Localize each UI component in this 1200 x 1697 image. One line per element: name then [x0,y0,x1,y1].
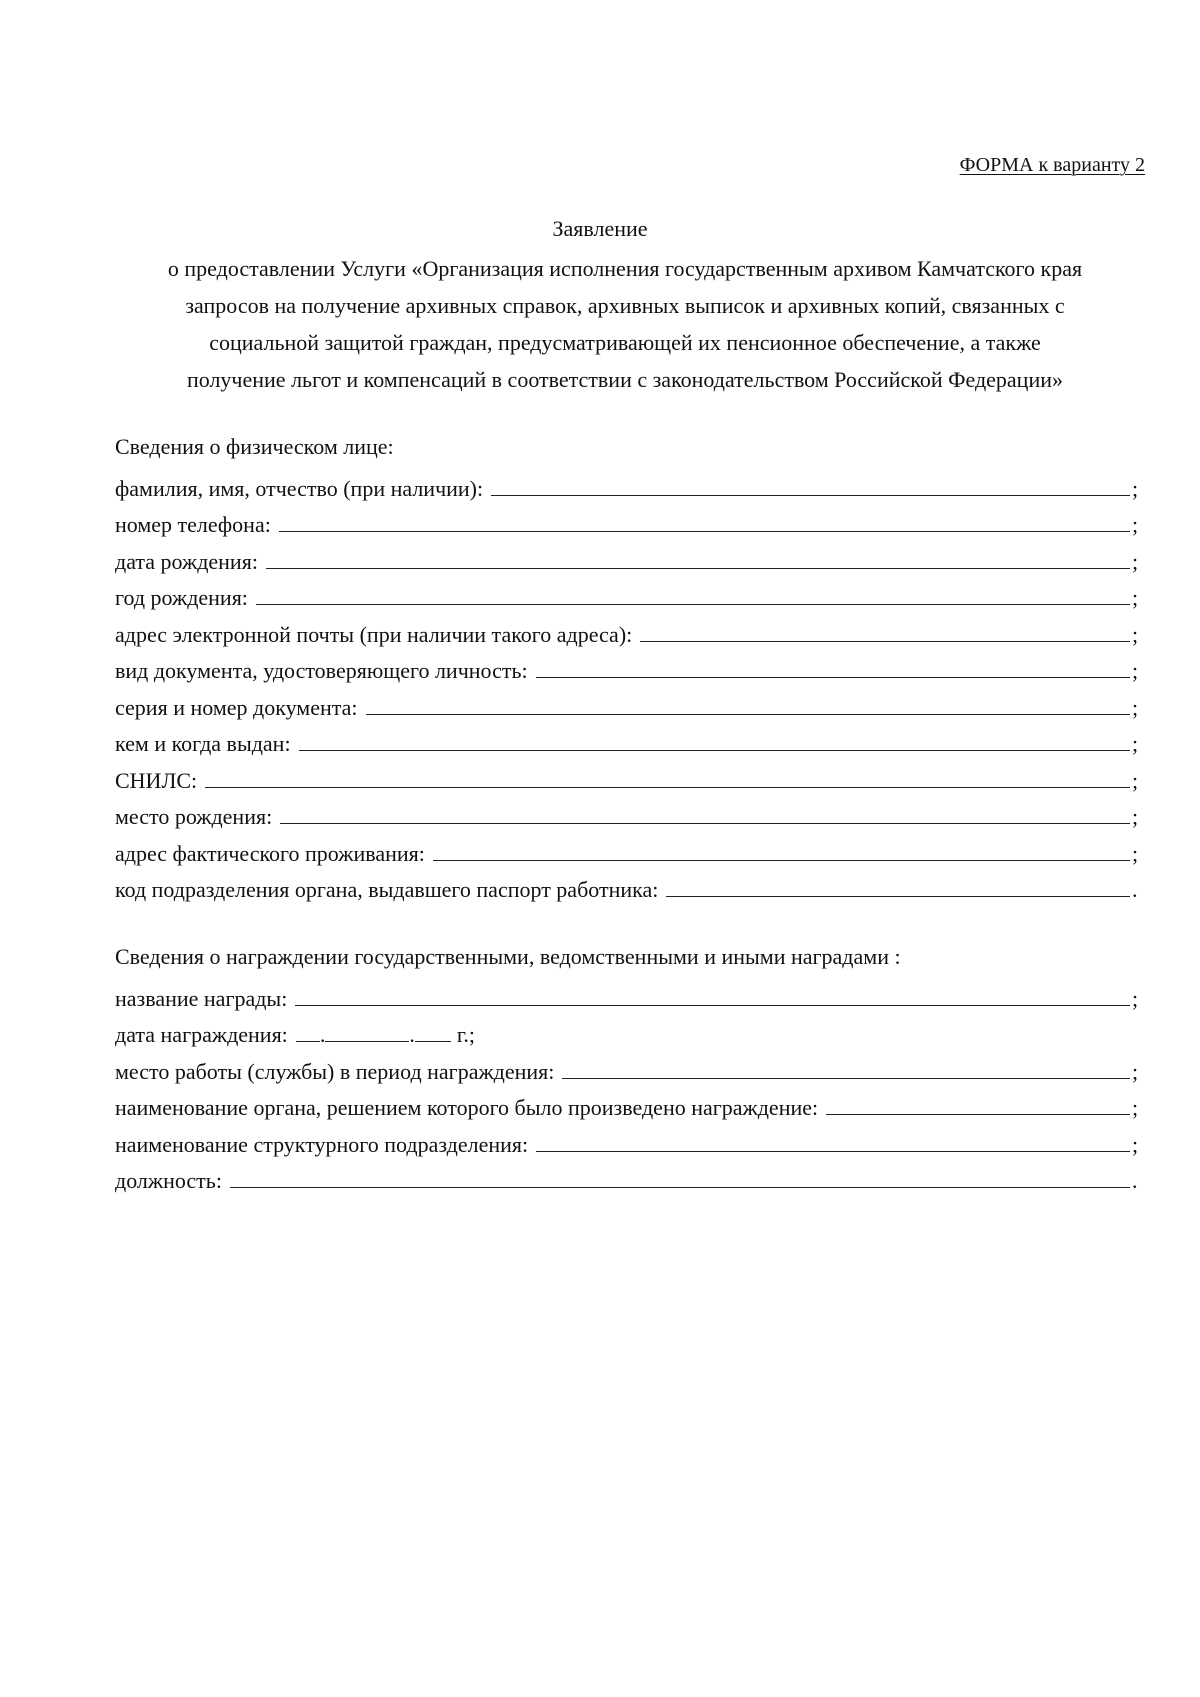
field-terminator: ; [1132,804,1139,829]
field-label: адрес электронной почты (при наличии такого адреса): [115,621,633,647]
field-position [115,1158,1140,1195]
subtitle-line: получение льгот и компенсаций в соответствии с законодательством Российской Федерации» [186,367,1064,392]
field-label: дата рождения: [115,548,258,574]
birth-place-input-line[interactable] [280,803,1130,824]
structural-unit-input-line[interactable] [536,1131,1130,1152]
issued-by-input-line[interactable] [299,730,1130,751]
field-label: место рождения: [115,804,273,829]
field-actual-address [115,830,1140,867]
field-terminator: ; [1132,475,1139,501]
awarding-body-input-line[interactable] [826,1094,1130,1115]
field-terminator: ; [1132,694,1139,720]
field-award-name [115,975,1140,1012]
snils-input-line[interactable] [205,767,1130,788]
award-section-heading: Сведения о награждении государственными, ведомственными и иными наградами : [115,944,901,969]
field-terminator: ; [1132,985,1139,1011]
field-label: кем и когда выдан: [115,731,291,756]
field-terminator: ; [1132,658,1139,683]
person-info-section [115,429,1140,903]
field-label: наименование структурного подразделения: [115,1131,529,1157]
passport-division-code-input-line[interactable] [666,876,1130,897]
field-label: номер телефона: [115,512,271,537]
phone-input-line[interactable] [279,511,1130,532]
field-terminator: ; [1132,840,1139,866]
field-terminator: ; [1132,585,1139,610]
field-award-date [115,1012,1140,1049]
date-separator: . [409,1022,415,1047]
field-label: место работы (службы) в период награждения: [115,1058,555,1084]
field-full-name [115,465,1140,502]
field-terminator: ; [1132,512,1139,537]
field-terminator: ; [1132,1131,1139,1157]
field-birth-date [115,538,1140,575]
field-label: название награды: [115,985,288,1011]
document-subtitle [110,250,1140,398]
field-awarding-body [115,1085,1140,1122]
field-label: вид документа, удостоверяющего личность: [115,658,528,683]
workplace-input-line[interactable] [562,1058,1130,1079]
field-birth-year [115,575,1140,612]
field-terminator: . [1132,1168,1138,1193]
document-number-input-line[interactable] [366,694,1130,715]
subtitle-line: о предоставлении Услуги «Организация исполнения государственным архивом Камчатского края [167,256,1083,281]
field-label: серия и номер документа: [115,694,358,720]
field-label: код подразделения органа, выдавшего паспорт работника: [115,877,659,902]
field-phone [115,502,1140,539]
field-birth-place [115,794,1140,831]
award-name-input-line[interactable] [295,985,1130,1006]
field-terminator: ; [1132,1095,1139,1120]
field-issued-by [115,721,1140,758]
field-passport-division-code [115,867,1140,904]
position-input-line[interactable] [230,1167,1130,1188]
email-input-line[interactable] [640,621,1130,642]
award-year-input-line[interactable] [415,1021,451,1042]
field-terminator: ; [1132,731,1139,756]
id-document-type-input-line[interactable] [536,657,1130,678]
person-section-heading: Сведения о физическом лице: [115,434,394,459]
field-label: дата награждения: [115,1022,288,1047]
field-email [115,611,1140,648]
subtitle-line: социальной защитой граждан, предусматривающей их пенсионное обеспечение, а также [209,330,1041,355]
field-label: наименование органа, решением которого было произведено награждение: [115,1095,819,1120]
date-separator: . [319,1022,326,1047]
birth-year-input-line[interactable] [256,584,1130,605]
field-id-document-type [115,648,1140,685]
field-document-number [115,684,1140,721]
field-snils [115,757,1140,794]
field-label: СНИЛС: [115,767,198,793]
field-terminator: ; [1132,767,1139,793]
actual-address-input-line[interactable] [433,840,1130,861]
field-terminator: ; [1132,621,1139,647]
field-terminator: . [1132,877,1138,902]
field-terminator: ; [1132,548,1139,574]
field-structural-unit [115,1121,1140,1158]
year-suffix: г.; [456,1022,475,1047]
field-workplace [115,1048,1140,1085]
field-label: год рождения: [115,585,248,610]
award-month-input-line[interactable] [325,1021,409,1042]
form-reference: ФОРМА к варианту 2 [959,154,1145,176]
field-label: адрес фактического проживания: [115,840,425,866]
subtitle-line: запросов на получение архивных справок, архивных выписок и архивных копий, связанных с [185,293,1065,318]
document-title: Заявление [552,216,648,241]
full-name-input-line[interactable] [491,475,1130,496]
birth-date-input-line[interactable] [266,548,1130,569]
award-info-section [115,939,1140,1194]
field-label: фамилия, имя, отчество (при наличии): [115,475,484,501]
field-terminator: ; [1132,1058,1139,1084]
field-label: должность: [115,1168,222,1193]
award-day-input-line[interactable] [296,1021,320,1042]
